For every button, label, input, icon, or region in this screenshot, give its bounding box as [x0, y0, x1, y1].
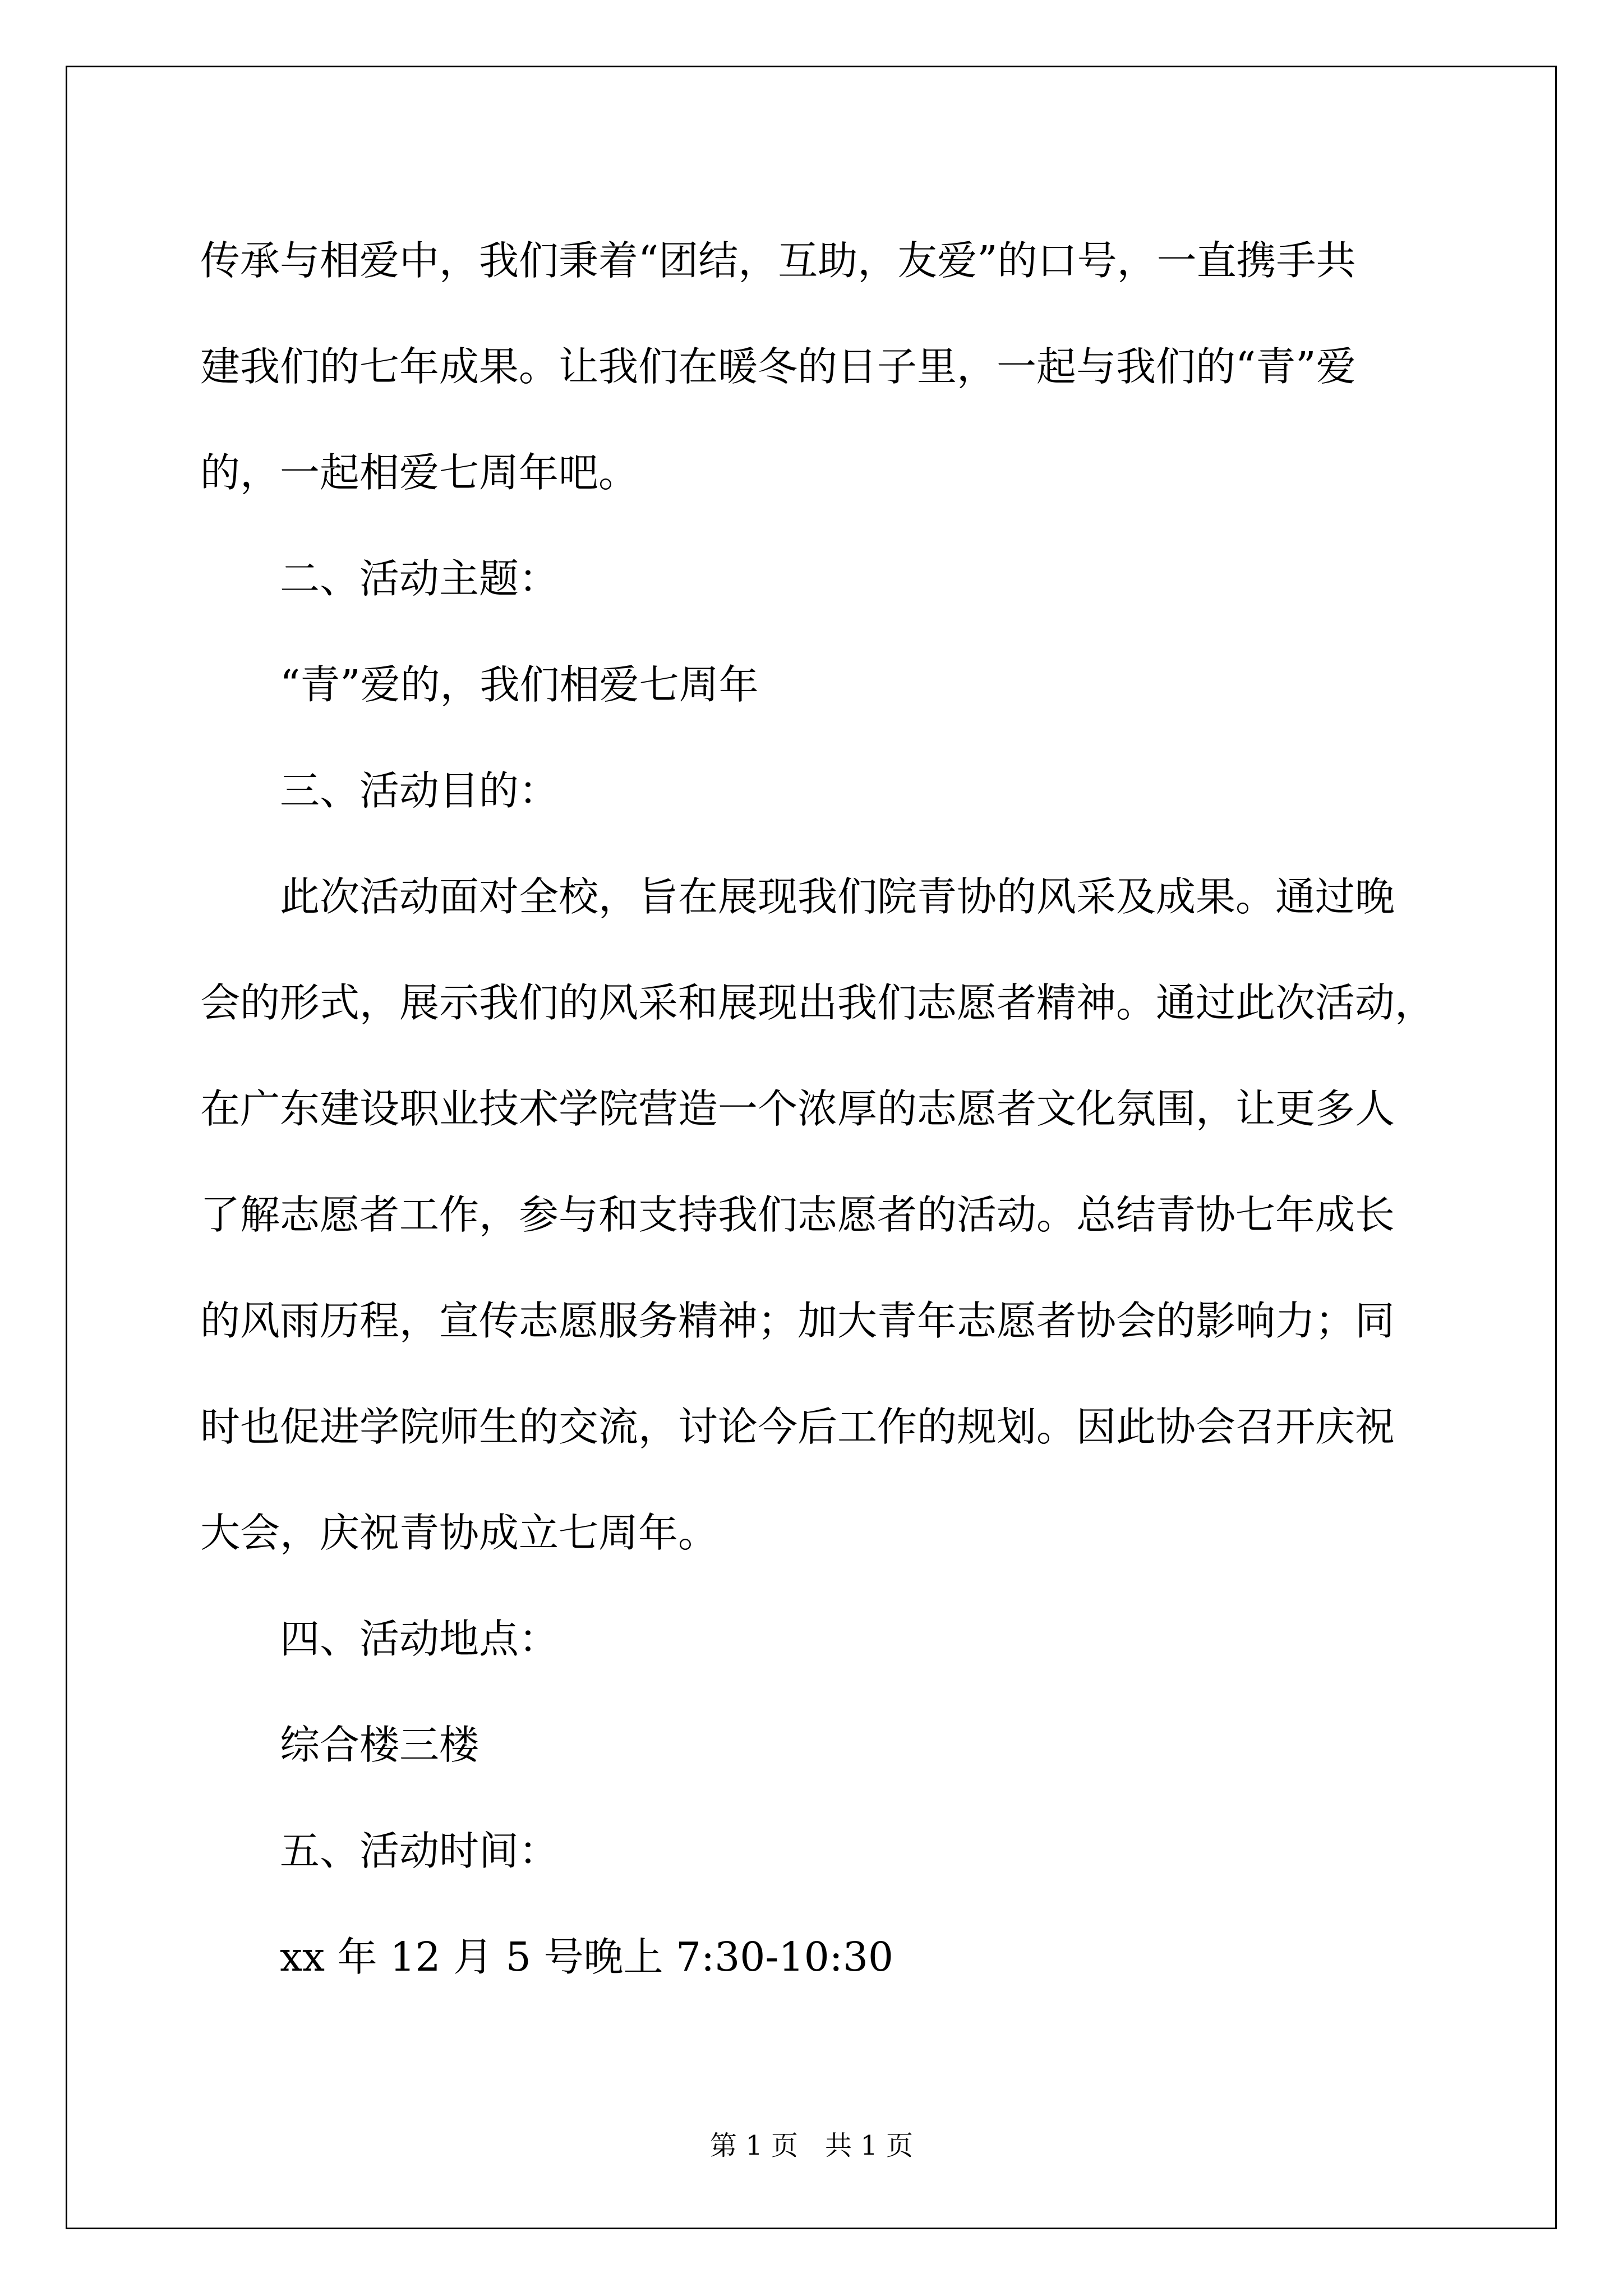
text-line: 综合楼三楼	[280, 1722, 479, 1768]
text-line: 时也促进学院师生的交流，讨论今后工作的规划。因此协会召开庆祝	[200, 1404, 1395, 1450]
section-heading: 三、活动目的：	[280, 767, 559, 814]
text-line: 的，一起相爱七周年吧。	[200, 449, 639, 496]
text-line: 大会，庆祝青协成立七周年。	[200, 1510, 718, 1556]
text-line: 会的形式，展示我们的风采和展现出我们志愿者精神。通过此次活动，	[200, 979, 1435, 1026]
text-line: “青”爱的，我们相爱七周年	[280, 661, 759, 708]
text-line: 的风雨历程，宣传志愿服务精神；加大青年志愿者协会的影响力；同	[200, 1297, 1395, 1344]
text-line: 在广东建设职业技术学院营造一个浓厚的志愿者文化氛围，让更多人	[200, 1085, 1395, 1132]
text-line: xx 年 12 月 5 号晚上 7:30-10:30	[280, 1934, 894, 1980]
text-line: 此次活动面对全校，旨在展现我们院青协的风采及成果。通过晚	[280, 873, 1395, 920]
page-footer: 第 1 页 共 1 页	[709, 2130, 914, 2161]
text-line: 建我们的七年成果。让我们在暖冬的日子里，一起与我们的“青”爱	[200, 343, 1356, 390]
text-line: 传承与相爱中，我们秉着“团结，互助，友爱”的口号，一直携手共	[200, 237, 1356, 284]
text-line: 了解志愿者工作，参与和支持我们志愿者的活动。总结青协七年成长	[200, 1191, 1395, 1238]
section-heading: 四、活动地点：	[280, 1616, 559, 1662]
document-body	[200, 208, 1434, 2010]
section-heading: 二、活动主题：	[280, 555, 559, 602]
section-heading: 五、活动时间：	[280, 1828, 559, 1874]
